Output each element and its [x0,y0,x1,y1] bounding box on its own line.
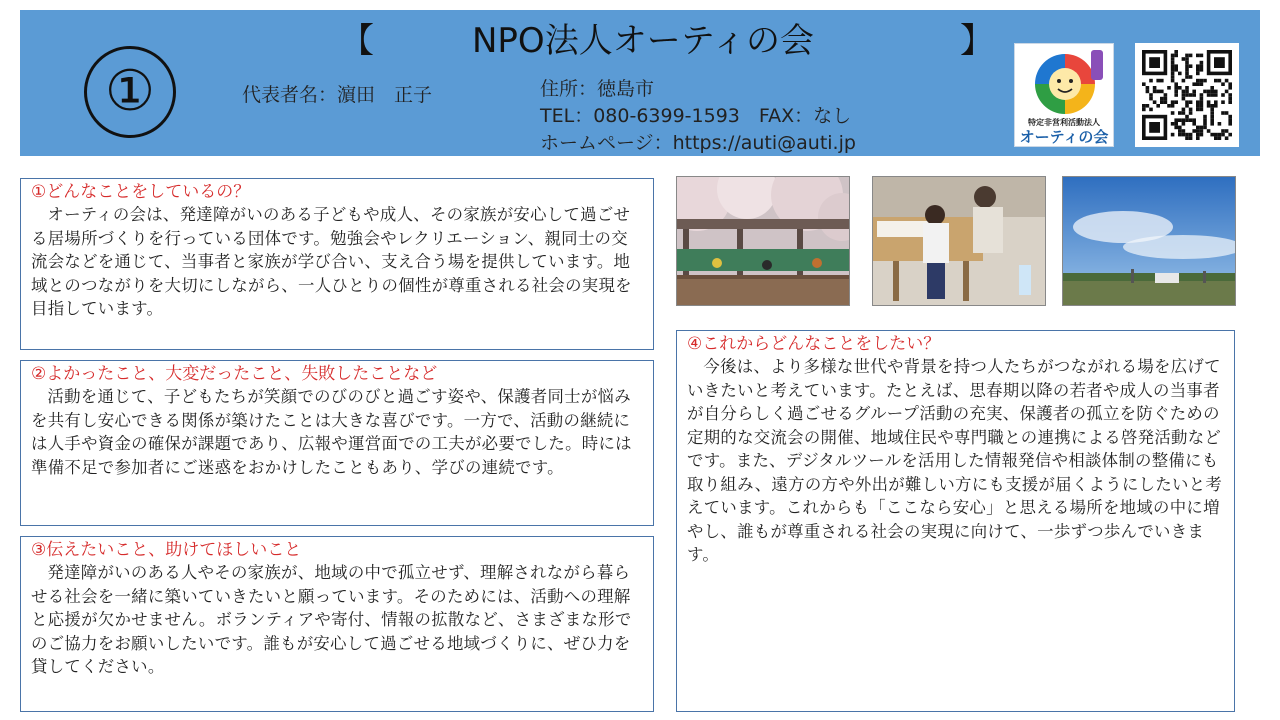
section-body: 今後は、より多様な世代や背景を持つ人たちがつながれる場を広げていきたいと考えています。たとえば、思春期以降の若者や成人の当事者が自分らしく過ごせるグループ活動の充実、保護者の孤立を防ぐための定期的な交流会の開催、地域住民や専門職との連携による啓発活動などです。また、デジタルツールを活用した情報発信や相談体制の整備にも取り組み、遠方の方や外出が難しい方にも支援が届くようにしたいと考えています。これからも「ここなら安心」と思える場所を地域の中に増やし、誰もが尊重される社会の実現に向けて、一歩ずつ歩んでいきます。 [687,357,1223,564]
title-bracket-left: 【 [340,21,374,61]
photo-study-session [872,176,1046,306]
photo-outdoor-field [1062,176,1236,306]
section-what-we-do [20,178,654,350]
section-body: オーティの会は、発達障がいのある子どもや成人、その家族が安心して過ごせる居場所づくりを行っている団体です。勉強会やレクリエーション、親同士の交流会などを通じて、当事者と家族が学び合い、支え合う場を提供しています。地域とのつながりを大切にしながら、一人ひとりの個性が尊重される社会の実現を目指しています。 [31,205,632,318]
section-body: 発達障がいのある人やその家族が、地域の中で孤立せず、理解されながら暮らせる社会を一緒に築いていきたいと願っています。そのためには、活動への理解と応援が欠かせません。ボランティアや寄付、情報の拡散など、さまざまな形でのご協力をお願いしたいです。誰もが安心して過ごせる地域づくりに、ぜひ力を貸してください。 [31,563,632,676]
section-requests [20,536,654,712]
logo-mark-icon [1015,44,1115,118]
qr-code-icon [1135,43,1239,147]
title-bracket-right: 】 [960,21,994,61]
organization-logo [1014,43,1114,147]
section-future-plans [676,330,1235,712]
section-heading: ②よかったこと、大変だったこと、失敗したことなど [31,364,438,384]
circled-number: ① [84,46,176,138]
contact-info [540,76,856,157]
homepage-text: ホームページ：https://auti@auti.jp [540,132,856,154]
section-heading: ①どんなことをしているの？ [31,182,251,202]
section-body: 活動を通じて、子どもたちが笑顔でのびのびと過ごす姿や、保護者同士が悩みを共有し安心できる関係が築けたことは大きな喜びです。一方で、活動の継続には人手や資金の確保が課題であり、広報や運営面での工夫が必要でした。時には準備不足で参加者にご迷惑をおかけしたこともあり、学びの連続です。 [31,387,632,477]
tel-fax-text: TEL：080-6399-1593 FAX：なし [540,105,852,127]
logo-caption-small: 特定非営利活動法人 [1028,118,1100,127]
section-heading: ③伝えたいこと、助けてほしいこと [31,540,302,560]
header-banner [20,10,1260,156]
organization-title: NPO法人オーティの会 [472,21,814,61]
section-heading: ④これからどんなことをしたい？ [687,334,941,354]
photo-cherry-blossom-park [676,176,850,306]
qr-code[interactable] [1135,43,1239,147]
section-experiences [20,360,654,526]
address-text: 住所：徳島市 [540,78,655,100]
representative-name: 代表者名：濵田 正子 [242,84,433,106]
logo-caption-big: オーティの会 [1019,128,1109,146]
